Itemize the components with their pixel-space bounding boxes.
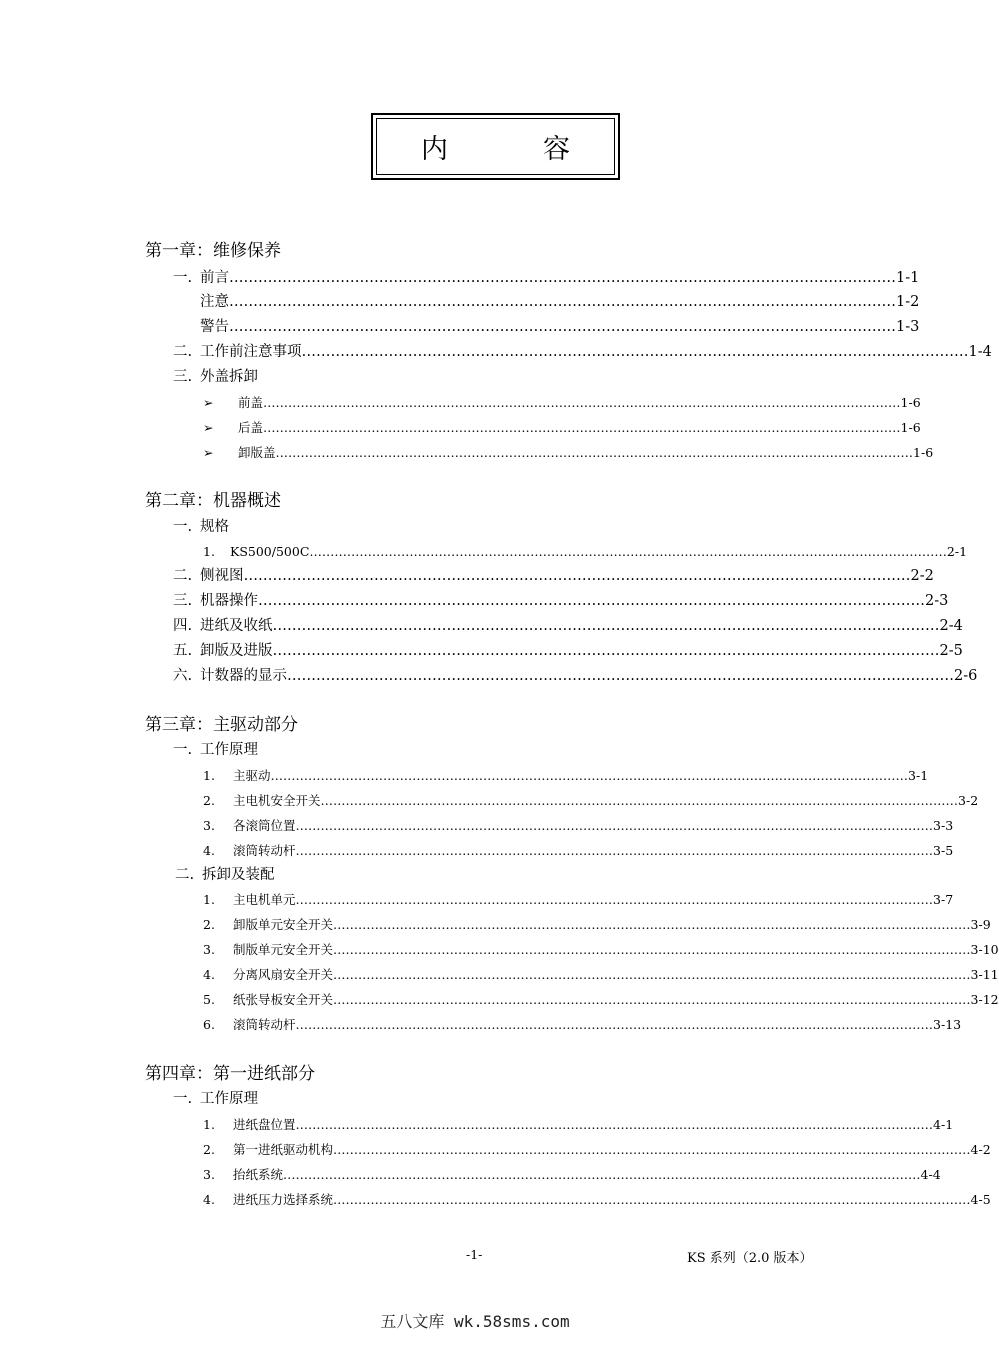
page-ref: 2-3 <box>925 593 949 609</box>
watermark-text: 五八文库 wk.58sms.com <box>380 1312 570 1331</box>
toc-entry[interactable]: 3. 制版单元安全开关 ……………………………………………………………………………………………………………………………………… 3-10 <box>203 942 999 957</box>
toc-entry[interactable]: 4. 进纸压力选择系统 ……………………………………………………………………………………………………………………………………… 4-5 <box>203 1192 991 1207</box>
toc-entry[interactable]: 2. 主电机安全开关 ……………………………………………………………………………………………………………………………………… 3-2 <box>203 793 979 808</box>
toc-entry[interactable]: 四. 进纸及收纸 ………………………………………………………………………………………………………………………… 2-4 <box>173 618 963 634</box>
page-ref: 1-6 <box>900 420 921 435</box>
toc-entry[interactable]: 二. 侧视图 ………………………………………………………………………………………………………………………… 2-2 <box>173 568 934 584</box>
toc-section[interactable]: 一. 规格 <box>173 519 229 535</box>
toc-entry[interactable]: 一. 前言 ………………………………………………………………………………………………………………………… 1-1 <box>173 270 920 286</box>
toc-entry[interactable]: 6. 滚筒转动杆 ……………………………………………………………………………………………………………………………………… 3-13 <box>203 1017 962 1032</box>
page-ref: 1-6 <box>913 445 934 460</box>
toc-entry[interactable]: 4. 分离风扇安全开关 ……………………………………………………………………………………………………………………………………… 3-11 <box>203 967 999 982</box>
page-ref: 1-3 <box>896 319 920 335</box>
page-ref: 4-4 <box>920 1167 941 1182</box>
page-ref: 1-6 <box>900 395 921 410</box>
chapter-heading: 第二章：机器概述 <box>145 491 281 511</box>
page-ref: 3-9 <box>970 917 991 932</box>
toc-entry[interactable]: 注意 ………………………………………………………………………………………………………………………… 1-2 <box>200 294 920 310</box>
page-number: -1- <box>466 1247 483 1262</box>
page-ref: 1-2 <box>896 294 920 310</box>
page-ref: 2-2 <box>910 568 934 584</box>
page-ref: 3-13 <box>933 1017 962 1032</box>
toc-entry[interactable]: 二. 工作前注意事项 ………………………………………………………………………………………………………………………… 1-4 <box>173 344 992 360</box>
page-ref: 2-5 <box>939 643 963 659</box>
series-label: KS 系列（2.0 版本） <box>687 1251 813 1266</box>
toc-entry[interactable]: ➢ 前盖 ……………………………………………………………………………………………………………………………………… 1-6 <box>203 395 921 410</box>
chapter-heading: 第四章：第一进纸部分 <box>145 1064 315 1084</box>
page-ref: 4-5 <box>970 1192 991 1207</box>
arrow-bullet-icon: ➢ <box>203 445 214 460</box>
page-ref: 1-1 <box>896 270 920 286</box>
title-box <box>371 113 620 180</box>
page-ref: 3-3 <box>933 818 954 833</box>
page-ref: 2-6 <box>954 668 978 684</box>
page-ref: 3-1 <box>908 768 929 783</box>
chapter-heading: 第三章：主驱动部分 <box>145 715 298 735</box>
toc-entry[interactable]: 1. 进纸盘位置 ……………………………………………………………………………………………………………………………………… 4-1 <box>203 1117 954 1132</box>
title-char-right: 容 <box>543 134 570 165</box>
toc-entry[interactable]: 1. 主电机单元 ……………………………………………………………………………………………………………………………………… 3-7 <box>203 892 954 907</box>
toc-entry[interactable]: 三. 机器操作 ………………………………………………………………………………………………………………………… 2-3 <box>173 593 949 609</box>
page-ref: 3-5 <box>933 843 954 858</box>
toc-entry[interactable]: 六. 计数器的显示 ………………………………………………………………………………………………………………………… 2-6 <box>173 668 978 684</box>
page-ref: 4-2 <box>970 1142 991 1157</box>
arrow-bullet-icon: ➢ <box>203 420 214 435</box>
toc-entry[interactable]: 1. KS500/500C ……………………………………………………………………………………………………………………………………… 2-1 <box>203 544 968 559</box>
toc-section[interactable]: 一. 工作原理 <box>173 742 258 758</box>
toc-entry[interactable]: 3. 抬纸系统 ……………………………………………………………………………………………………………………………………… 4-4 <box>203 1167 941 1182</box>
toc-entry[interactable]: 5. 纸张导板安全开关 ……………………………………………………………………………………………………………………………………… 3-12 <box>203 992 999 1007</box>
toc-entry[interactable]: 2. 卸版单元安全开关 ……………………………………………………………………………………………………………………………………… 3-9 <box>203 917 991 932</box>
page-ref: 3-10 <box>970 942 999 957</box>
toc-entry[interactable]: 4. 滚筒转动杆 ……………………………………………………………………………………………………………………………………… 3-5 <box>203 843 954 858</box>
page-ref: 4-1 <box>933 1117 954 1132</box>
toc-section[interactable]: 一. 工作原理 <box>173 1091 258 1107</box>
page-ref: 1-4 <box>968 344 992 360</box>
title-inner-frame <box>376 118 615 175</box>
toc-entry[interactable]: 2. 第一进纸驱动机构 ……………………………………………………………………………………………………………………………………… 4-2 <box>203 1142 991 1157</box>
toc-entry[interactable]: 3. 各滚筒位置 ……………………………………………………………………………………………………………………………………… 3-3 <box>203 818 954 833</box>
title-char-left: 内 <box>421 134 448 165</box>
toc-entry[interactable]: ➢ 卸版盖 ……………………………………………………………………………………………………………………………………… 1-6 <box>203 445 934 460</box>
page-ref: 3-11 <box>970 967 999 982</box>
page-ref: 3-2 <box>958 793 979 808</box>
toc-section[interactable]: 三. 外盖拆卸 <box>173 369 258 385</box>
page-ref: 3-7 <box>933 892 954 907</box>
page-ref: 3-12 <box>970 992 999 1007</box>
chapter-heading: 第一章：维修保养 <box>145 241 281 261</box>
page-ref: 2-4 <box>939 618 963 634</box>
toc-entry[interactable]: 五. 卸版及进版 ………………………………………………………………………………………………………………………… 2-5 <box>173 643 963 659</box>
arrow-bullet-icon: ➢ <box>203 395 214 410</box>
page-ref: 2-1 <box>946 544 968 559</box>
toc-entry[interactable]: 警告 ………………………………………………………………………………………………………………………… 1-3 <box>200 319 920 335</box>
toc-section[interactable]: 二. 拆卸及装配 <box>175 867 275 883</box>
toc-entry[interactable]: 1. 主驱动 ……………………………………………………………………………………………………………………………………… 3-1 <box>203 768 929 783</box>
toc-entry[interactable]: ➢ 后盖 ……………………………………………………………………………………………………………………………………… 1-6 <box>203 420 921 435</box>
